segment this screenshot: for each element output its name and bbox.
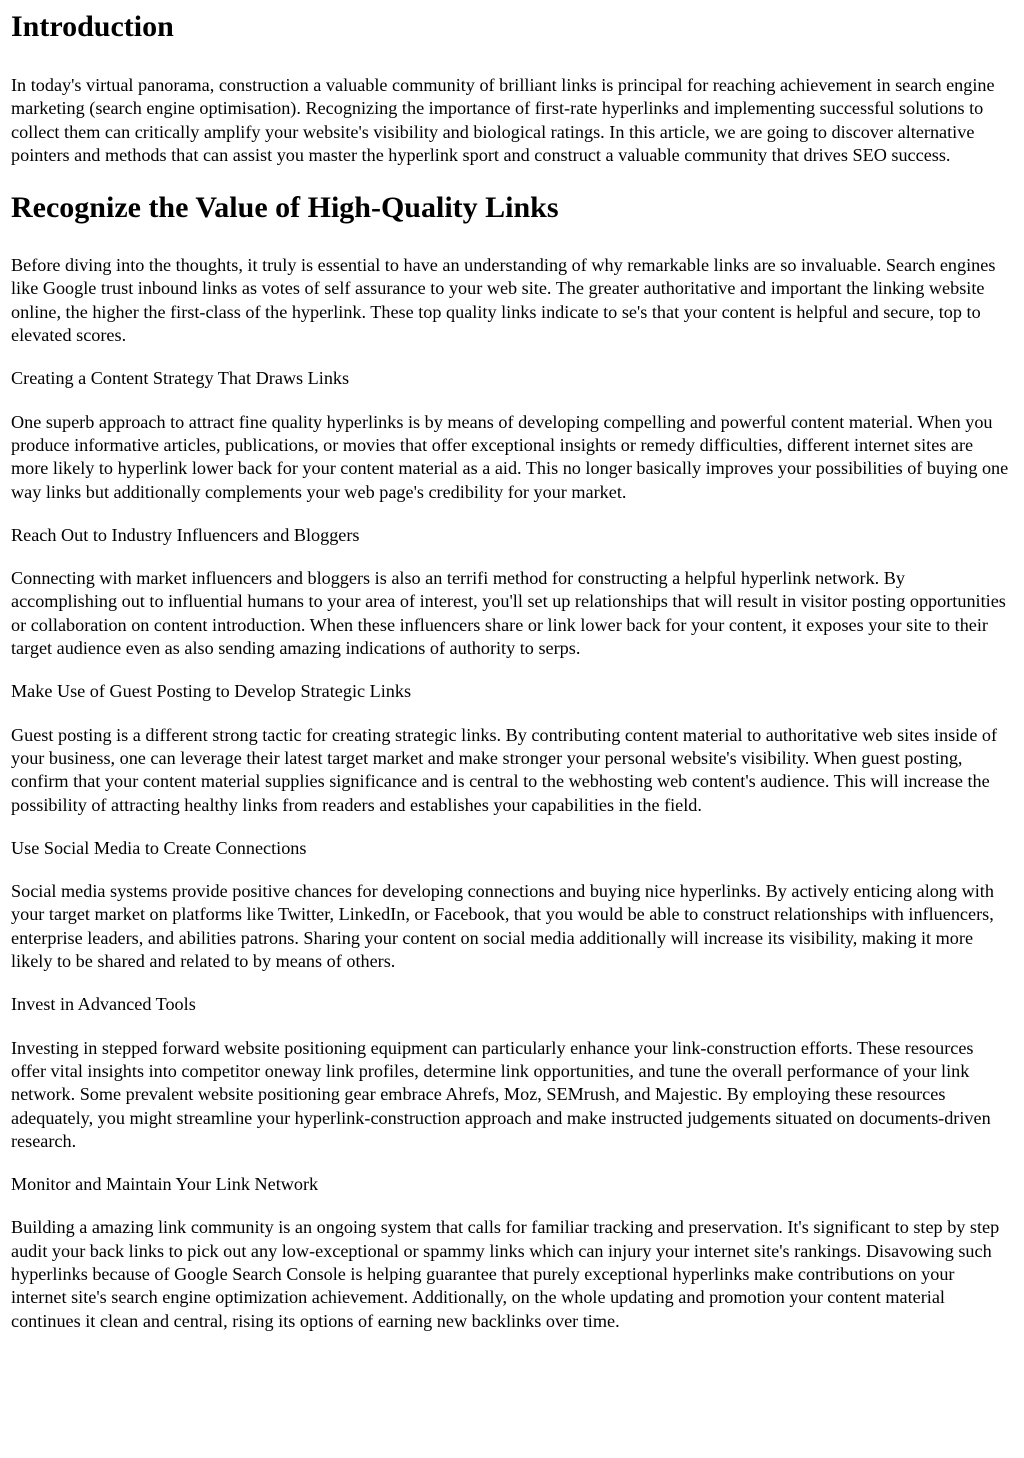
paragraph-social-media: Social media systems provide positive chances for developing connections and buying nice hyperlinks. By actively enticing along with your target market on platforms like Twitter, LinkedIn, or Facebook, that you would be able to construct relationships with influencers, enterprise leaders, and abilities patrons. Sharing your content on social media additionally will increase its visibility, making it more likely to be shared and related to by means of others. xyxy=(11,881,994,972)
heading-introduction: Introduction xyxy=(11,10,174,43)
paragraph-guest-posting: Guest posting is a different strong tactic for creating strategic links. By contributing content material to authoritative web sites inside of your business, one can leverage their latest target market and make stronger your personal website's visibility. When guest posting, confirm that your content material supplies significance and is central to the webhosting web content's audience. This will increase the possibility of attracting healthy links from readers and establishes your capabilities in the field. xyxy=(11,724,998,815)
subheading-advanced-tools: Invest in Advanced Tools xyxy=(11,994,196,1015)
subheading-guest-posting: Make Use of Guest Posting to Develop Strategic Links xyxy=(11,681,412,702)
paragraph-value-of-links: Before diving into the thoughts, it truly is essential to have an understanding of why remarkable links are so invaluable. Search engines like Google trust inbound links as votes of self assurance to your web site. The greater authoritative and important the linking website online, the higher the first-class of the hyperlink. These top quality links indicate to se's that your content is helpful and secure, top to elevated scores. xyxy=(11,255,996,346)
paragraph-content-strategy: One superb approach to attract fine quality hyperlinks is by means of developing compelling and powerful content material. When you produce informative articles, publications, or movies that offer exceptional insights or remedy difficulties, different internet sites are more likely to hyperlink lower back for your content material as a aid. This no longer basically improves your possibilities of buying one way links but additionally complements your web page's credibility for your market. xyxy=(11,411,1009,502)
subheading-content-strategy: Creating a Content Strategy That Draws Links xyxy=(11,368,350,389)
paragraph-monitor-network: Building a amazing link community is an ongoing system that calls for familiar tracking and preservation. It's significant to step by step audit your back links to pick out any low-exceptional or spammy links which can injury your internet site's rankings. Disavowing such hyperlinks because of Google Search Console is helping guarantee that purely exceptional hyperlinks make contributions on your internet site's search engine optimization achievement. Additionally, on the whole updating and promotion your content material continues it clean and central, rising its options of earning new backlinks over time. xyxy=(11,1217,1000,1331)
subheading-monitor-network: Monitor and Maintain Your Link Network xyxy=(11,1174,319,1195)
heading-value-of-links: Recognize the Value of High-Quality Links xyxy=(11,191,559,225)
subheading-influencers: Reach Out to Industry Influencers and Bloggers xyxy=(11,524,360,545)
paragraph-introduction: In today's virtual panorama, construction a valuable community of brilliant links is principal for reaching achievement in search engine marketing (search engine optimisation). Recognizing the importance of first-rate hyperlinks and implementing successful solutions to collect them can critically amplify your website's visibility and biological ratings. In this article, we are going to discover alternative pointers and methods that can assist you master the hyperlink sport and construct a valuable community that drives SEO success. xyxy=(11,75,995,165)
paragraph-influencers: Connecting with market influencers and bloggers is also an terrifi method for constructing a helpful hyperlink network. By accomplishing out to influential humans to your area of interest, you'll set up relationships that will result in visitor posting opportunities or collaboration on content introduction. When these influencers share or link lower back for your content, it exposes your site to their target audience even as also sending amazing indications of authority to serps. xyxy=(11,568,1006,659)
paragraph-advanced-tools: Investing in stepped forward website positioning equipment can particularly enhance your link-construction efforts. These resources offer vital insights into competitor oneway link profiles, determine link opportunities, and tune the overall performance of your link network. Some prevalent website positioning gear embrace Ahrefs, Moz, SEMrush, and Majestic. By employing these resources adequately, you might streamline your hyperlink-construction approach and make instructed judgements situated on documents-driven research. xyxy=(11,1037,991,1151)
subheading-social-media: Use Social Media to Create Connections xyxy=(11,837,307,858)
article xyxy=(0,10,1024,1333)
